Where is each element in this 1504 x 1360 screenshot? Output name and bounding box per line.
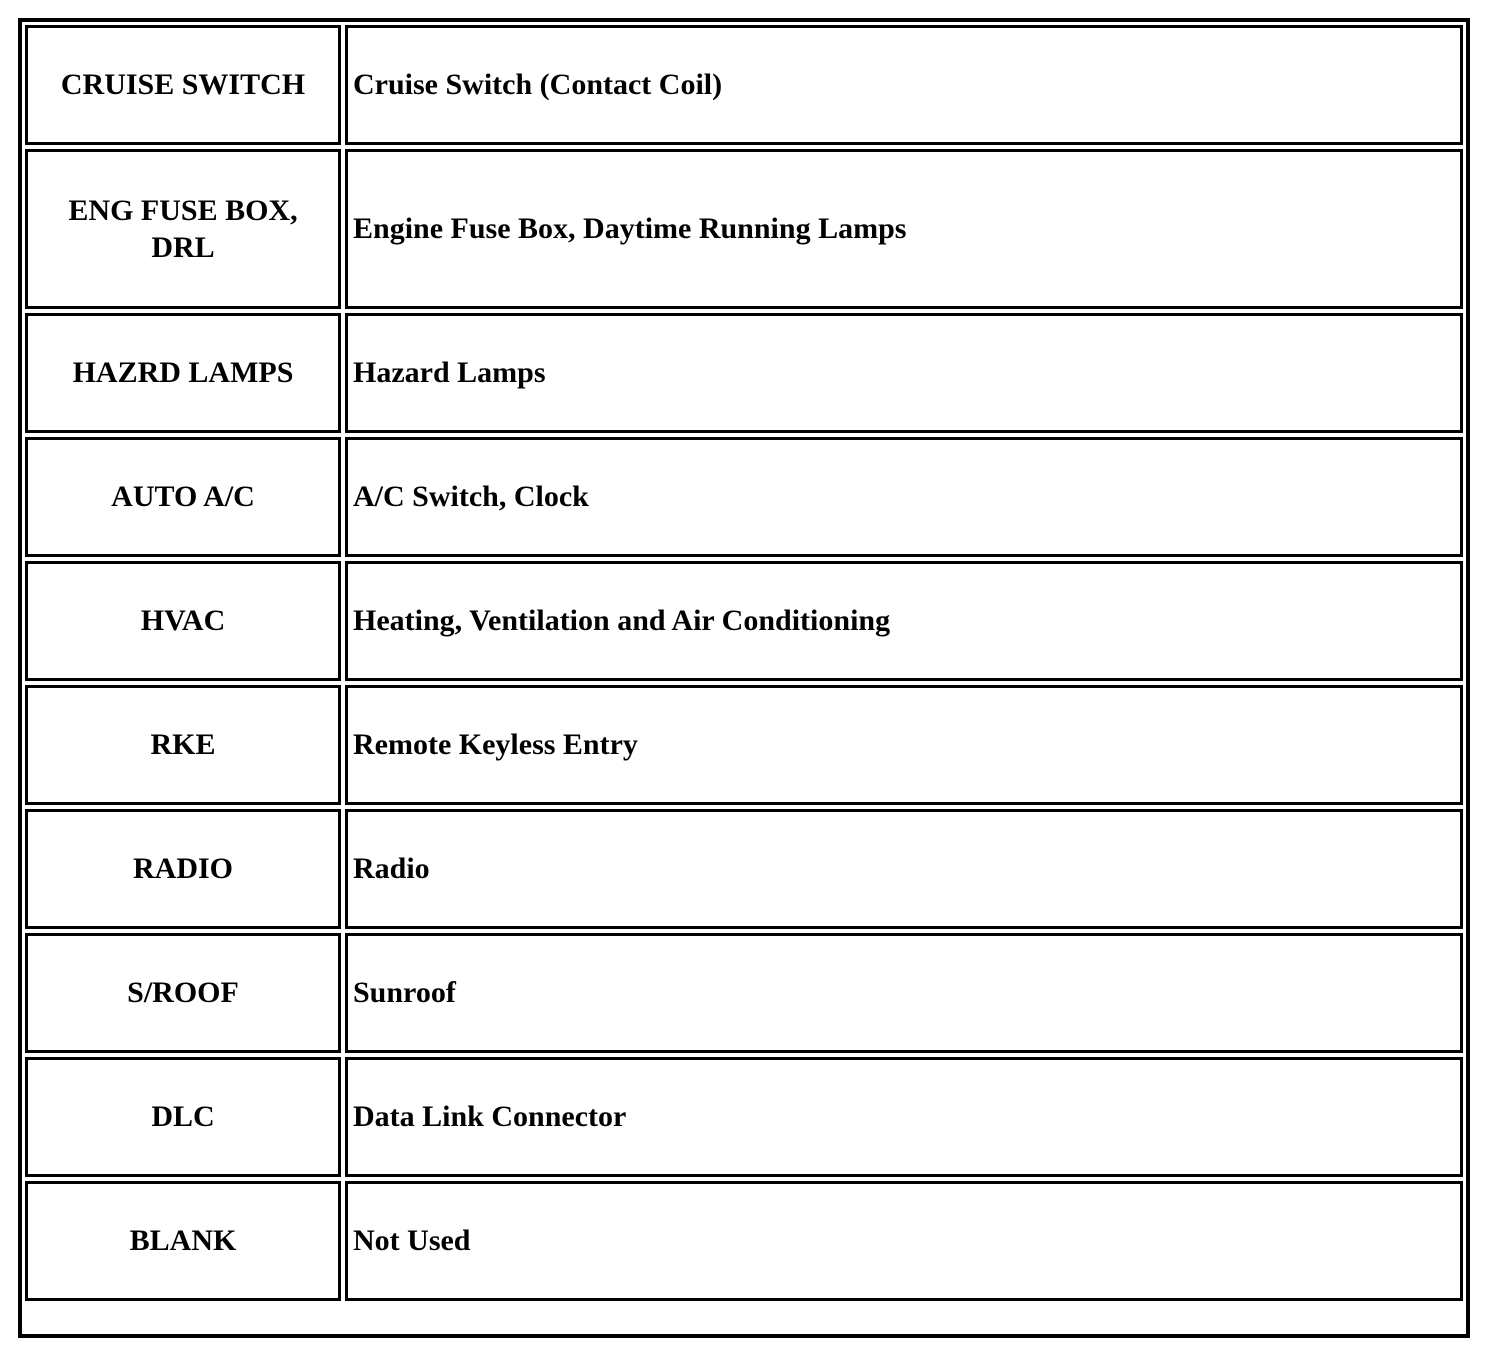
fuse-description-cell: Heating, Ventilation and Air Conditioning xyxy=(345,561,1463,681)
fuse-label-cell: HVAC xyxy=(25,561,341,681)
fuse-description-cell: Sunroof xyxy=(345,933,1463,1053)
fuse-label-cell: CRUISE SWITCH xyxy=(25,25,341,145)
table-row xyxy=(25,313,1463,433)
fuse-description-cell: Engine Fuse Box, Daytime Running Lamps xyxy=(345,149,1463,309)
fuse-description-cell: Radio xyxy=(345,809,1463,929)
fuse-label-cell: BLANK xyxy=(25,1181,341,1301)
table-row xyxy=(25,149,1463,309)
fuse-label-cell: RKE xyxy=(25,685,341,805)
fuse-description-cell: Remote Keyless Entry xyxy=(345,685,1463,805)
fuse-label-cell: DLC xyxy=(25,1057,341,1177)
fuse-label-cell: HAZRD LAMPS xyxy=(25,313,341,433)
table-row xyxy=(25,25,1463,145)
fuse-description-cell: Cruise Switch (Contact Coil) xyxy=(345,25,1463,145)
fuse-label-cell: AUTO A/C xyxy=(25,437,341,557)
fuse-label-cell: S/ROOF xyxy=(25,933,341,1053)
table-row xyxy=(25,561,1463,681)
fuse-description-cell: Hazard Lamps xyxy=(345,313,1463,433)
fuse-description-cell: Data Link Connector xyxy=(345,1057,1463,1177)
fuse-description-cell: A/C Switch, Clock xyxy=(345,437,1463,557)
table-row xyxy=(25,933,1463,1053)
table-row xyxy=(25,437,1463,557)
table-row xyxy=(25,809,1463,929)
fuse-label-cell: RADIO xyxy=(25,809,341,929)
fuse-description-cell: Not Used xyxy=(345,1181,1463,1301)
table-row xyxy=(25,1181,1463,1301)
fuse-label-cell: ENG FUSE BOX, DRL xyxy=(25,149,341,309)
table-row xyxy=(25,1057,1463,1177)
fuse-table xyxy=(18,18,1470,1338)
table-row xyxy=(25,685,1463,805)
